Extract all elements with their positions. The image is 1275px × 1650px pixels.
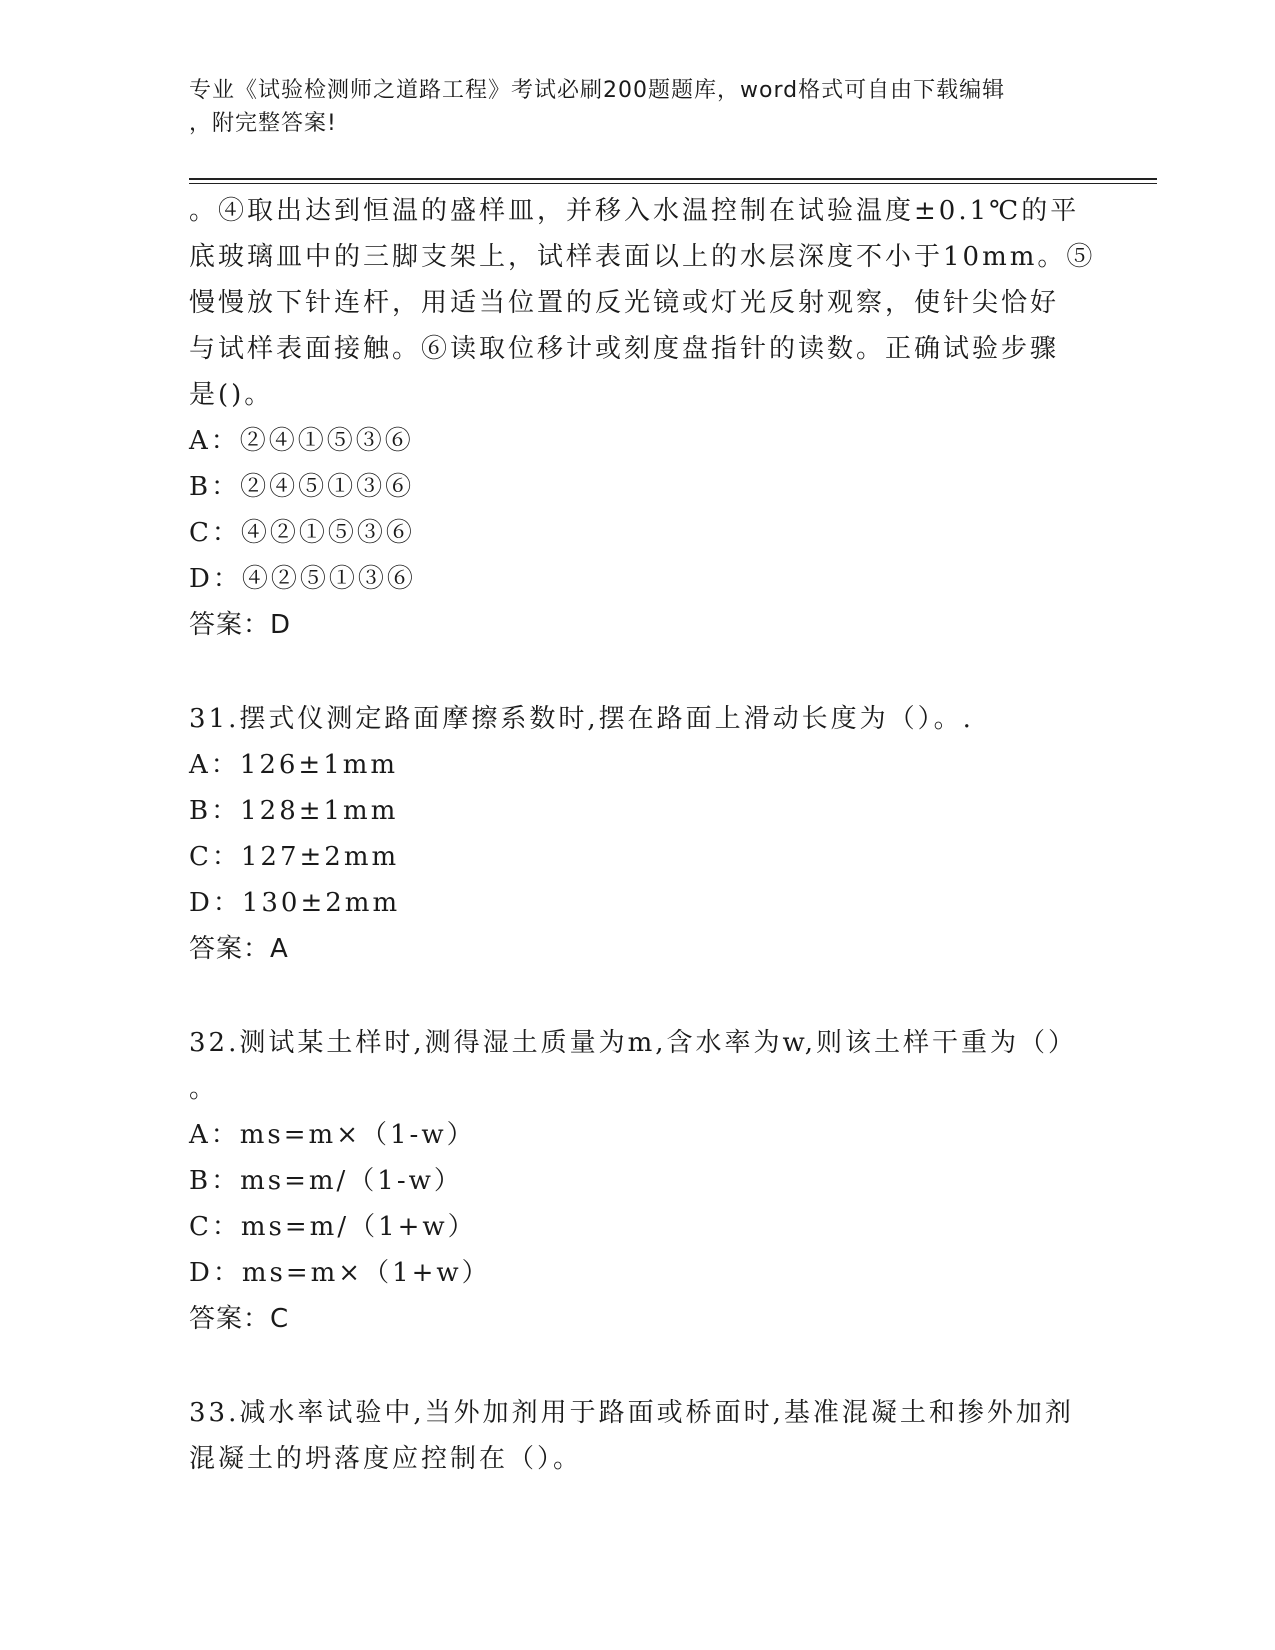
document-header <box>189 74 1089 140</box>
question-text-line: 与试样表面接触。⑥读取位移计或刻度盘指针的读数。正确试验步骤 <box>189 334 1060 364</box>
question-text-line: 慢慢放下针连杆，用适当位置的反光镜或灯光反射观察，使针尖恰好 <box>189 288 1060 318</box>
question-title-continuation: 混凝土的坍落度应控制在（）。 <box>189 1444 583 1474</box>
header-title-line1: 专业《试验检测师之道路工程》考试必刷200题题库，word格式可自由下载编辑 <box>189 78 1006 103</box>
option-c: C：④②①⑤③⑥ <box>189 518 415 548</box>
question-spacer <box>189 1342 1089 1390</box>
question-32 <box>189 1020 1089 1342</box>
option-a: A：126±1mm <box>189 750 399 780</box>
answer-line: 答案：C <box>189 1304 290 1334</box>
question-title: 31.摆式仪测定路面摩擦系数时,摆在路面上滑动长度为（）。. <box>189 704 974 734</box>
question-text-line: 底玻璃皿中的三脚支架上，试样表面以上的水层深度不小于10mm。⑤ <box>189 242 1096 272</box>
option-a: A：②④①⑤③⑥ <box>189 426 414 456</box>
option-b: B：ms=m/（1-w） <box>189 1166 463 1196</box>
answer-line: 答案：D <box>189 610 292 640</box>
question-title: 32.测试某土样时,测得湿土质量为m,含水率为w,则该土样干重为（） <box>189 1028 1077 1058</box>
question-title-continuation: 。 <box>189 1074 219 1104</box>
answer-line: 答案：A <box>189 934 289 964</box>
header-title-line2: ，附完整答案! <box>189 111 337 136</box>
option-d: D：④②⑤①③⑥ <box>189 564 416 594</box>
question-33 <box>189 1390 1089 1482</box>
question-31 <box>189 696 1089 972</box>
option-c: C：127±2mm <box>189 842 400 872</box>
question-spacer <box>189 648 1089 696</box>
option-d: D：ms=m×（1+w） <box>189 1258 491 1288</box>
document-body <box>189 188 1096 1482</box>
question-text-line: 。④取出达到恒温的盛样皿，并移入水温控制在试验温度±0.1℃的平 <box>189 196 1080 226</box>
question-text-line: 是()。 <box>189 380 274 410</box>
option-b: B：②④⑤①③⑥ <box>189 472 415 502</box>
question-spacer <box>189 972 1089 1020</box>
option-b: B：128±1mm <box>189 796 399 826</box>
question-title: 33.减水率试验中,当外加剂用于路面或桥面时,基准混凝土和掺外加剂 <box>189 1398 1074 1428</box>
option-c: C：ms=m/（1+w） <box>189 1212 477 1242</box>
option-d: D：130±2mm <box>189 888 401 918</box>
option-a: A：ms=m×（1-w） <box>189 1120 476 1150</box>
header-divider <box>189 178 1157 184</box>
question-30 <box>189 188 1096 648</box>
